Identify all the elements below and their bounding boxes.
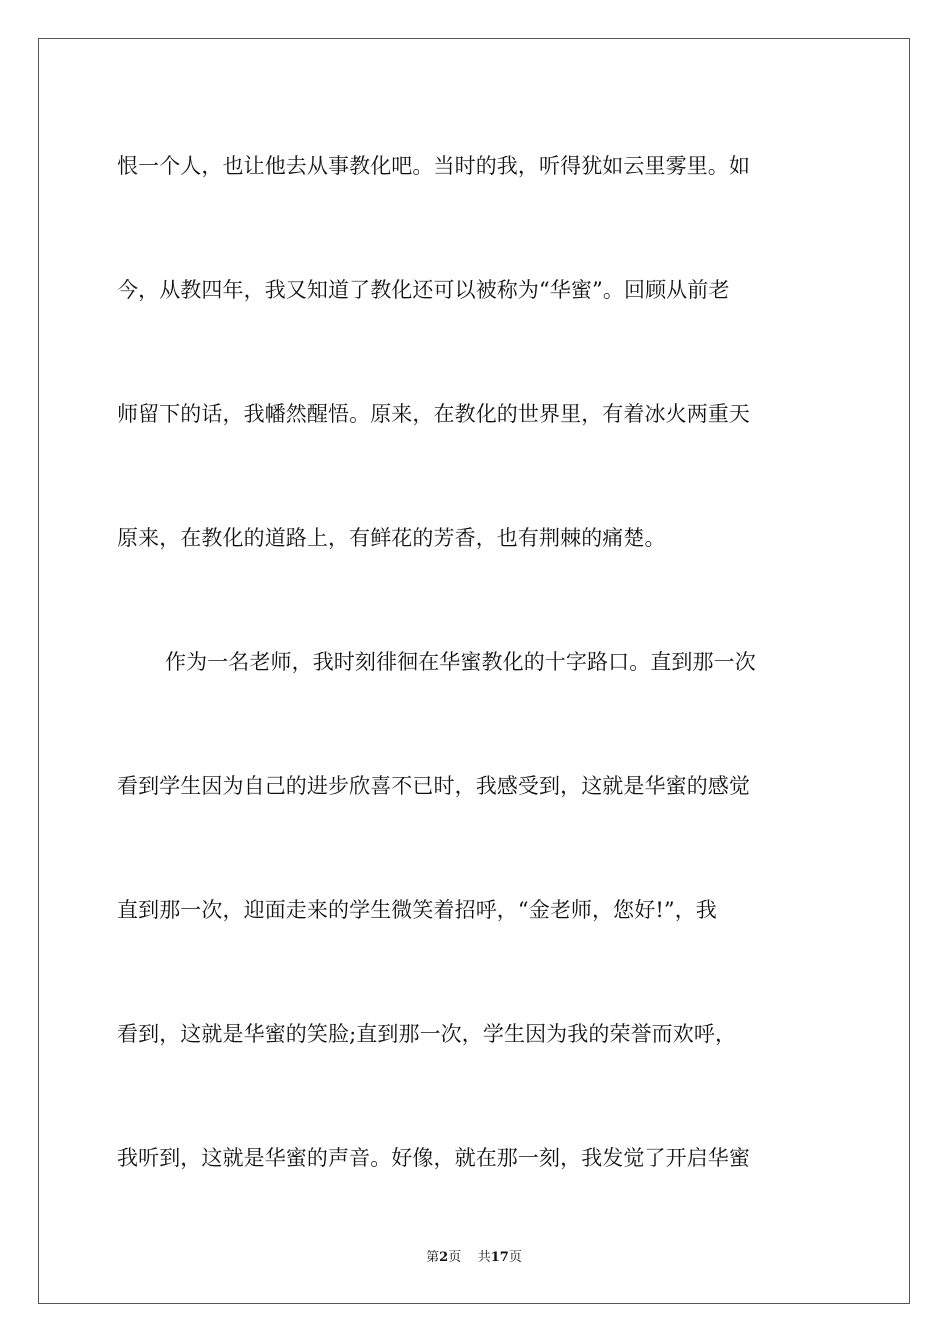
page-suffix: 页 bbox=[448, 1250, 462, 1265]
page-footer bbox=[39, 1249, 909, 1267]
total-prefix: 共 bbox=[477, 1250, 491, 1265]
total-pages: 17 bbox=[490, 1250, 509, 1265]
text-line-7: 直到那一次，迎面走来的学生微笑着招呼，“金老师，您好!”，我 bbox=[117, 898, 717, 922]
total-suffix: 页 bbox=[508, 1250, 522, 1265]
text-line-2: 今，从教四年，我又知道了教化还可以被称为“华蜜”。回顾从前老 bbox=[117, 278, 730, 302]
body-text bbox=[39, 39, 909, 1303]
page-prefix: 第 bbox=[426, 1250, 440, 1265]
text-line-1: 恨一个人，也让他去从事教化吧。当时的我，听得犹如云里雾里。如 bbox=[117, 154, 750, 178]
text-line-5: 作为一名老师，我时刻徘徊在华蜜教化的十字路口。直到那一次 bbox=[165, 650, 756, 674]
page-frame bbox=[38, 38, 910, 1304]
text-line-3: 师留下的话，我幡然醒悟。原来，在教化的世界里，有着冰火两重天 bbox=[117, 402, 750, 426]
text-line-6: 看到学生因为自己的进步欣喜不已时，我感受到，这就是华蜜的感觉 bbox=[117, 774, 750, 798]
text-line-8: 看到，这就是华蜜的笑脸;直到那一次，学生因为我的荣誉而欢呼， bbox=[117, 1022, 737, 1046]
text-line-4: 原来，在教化的道路上，有鲜花的芳香，也有荆棘的痛楚。 bbox=[117, 526, 666, 550]
page-number: 2 bbox=[439, 1250, 449, 1265]
text-line-9: 我听到，这就是华蜜的声音。好像，就在那一刻，我发觉了开启华蜜 bbox=[117, 1146, 750, 1170]
